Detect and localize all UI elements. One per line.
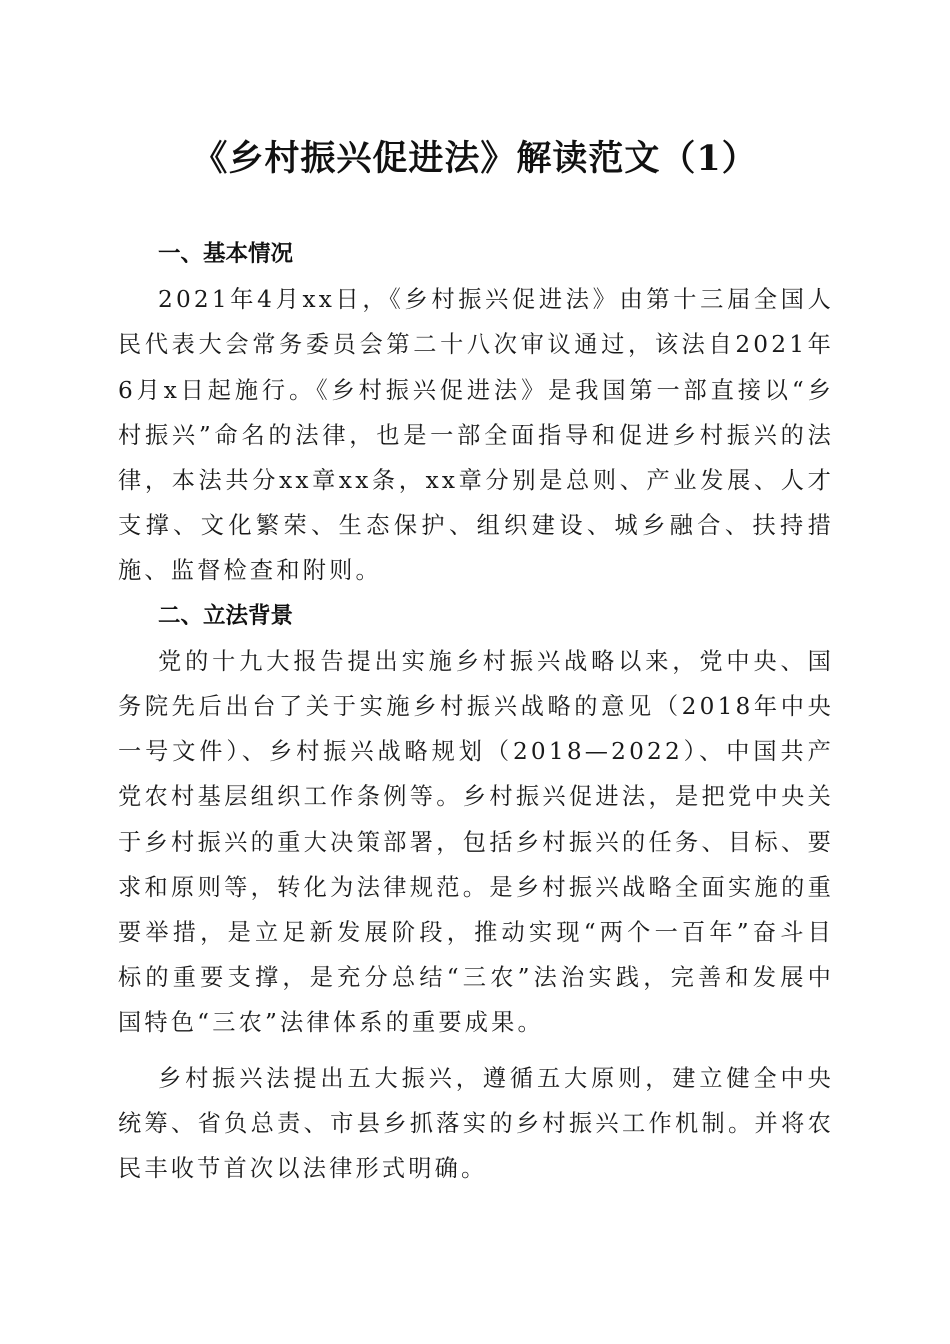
section-legislative-background <box>118 594 834 1192</box>
section-basic-info <box>118 232 834 594</box>
paragraph: 2021年4月xx日，《乡村振兴促进法》由第十三届全国人民代表大会常务委员会第二十八次审议通过，该法自2021年6月x日起施行。《乡村振兴促进法》是我国第一部直接以“乡村振兴”命名的法律，也是一部全面指导和促进乡村振兴的法律，本法共分xx章xx条，xx章分别是总则、产业发展、人才支撑、文化繁荣、生态保护、组织建设、城乡融合、扶持措施、监督检查和附则。 <box>118 286 834 585</box>
paragraph: 乡村振兴法提出五大振兴，遵循五大原则，建立健全中央统筹、省负总责、市县乡抓落实的乡村振兴工作机制。并将农民丰收节首次以法律形式明确。 <box>118 1064 834 1183</box>
section-heading: 一、基本情况 <box>158 241 294 267</box>
section-heading: 二、立法背景 <box>158 602 294 629</box>
document-body <box>118 232 834 1191</box>
paragraph: 党的十九大报告提出实施乡村振兴战略以来，党中央、国务院先后出台了关于实施乡村振兴战略的意见（2018年中央一号文件）、乡村振兴战略规划（2018—2022）、中国共产党农村基层组织工作条例等。乡村振兴促进法，是把党中央关于乡村振兴的重大决策部署，包括乡村振兴的任务、目标、要求和原则等，转化为法律规范。是乡村振兴战略全面实施的重要举措，是立足新发展阶段，推动实现“两个一百年”奋斗目标的重要支撑，是充分总结“三农”法治实践，完善和发展中国特色“三农”法律体系的重要成果。 <box>118 647 834 1037</box>
document-title: 《乡村振兴促进法》解读范文（1） <box>192 138 758 179</box>
